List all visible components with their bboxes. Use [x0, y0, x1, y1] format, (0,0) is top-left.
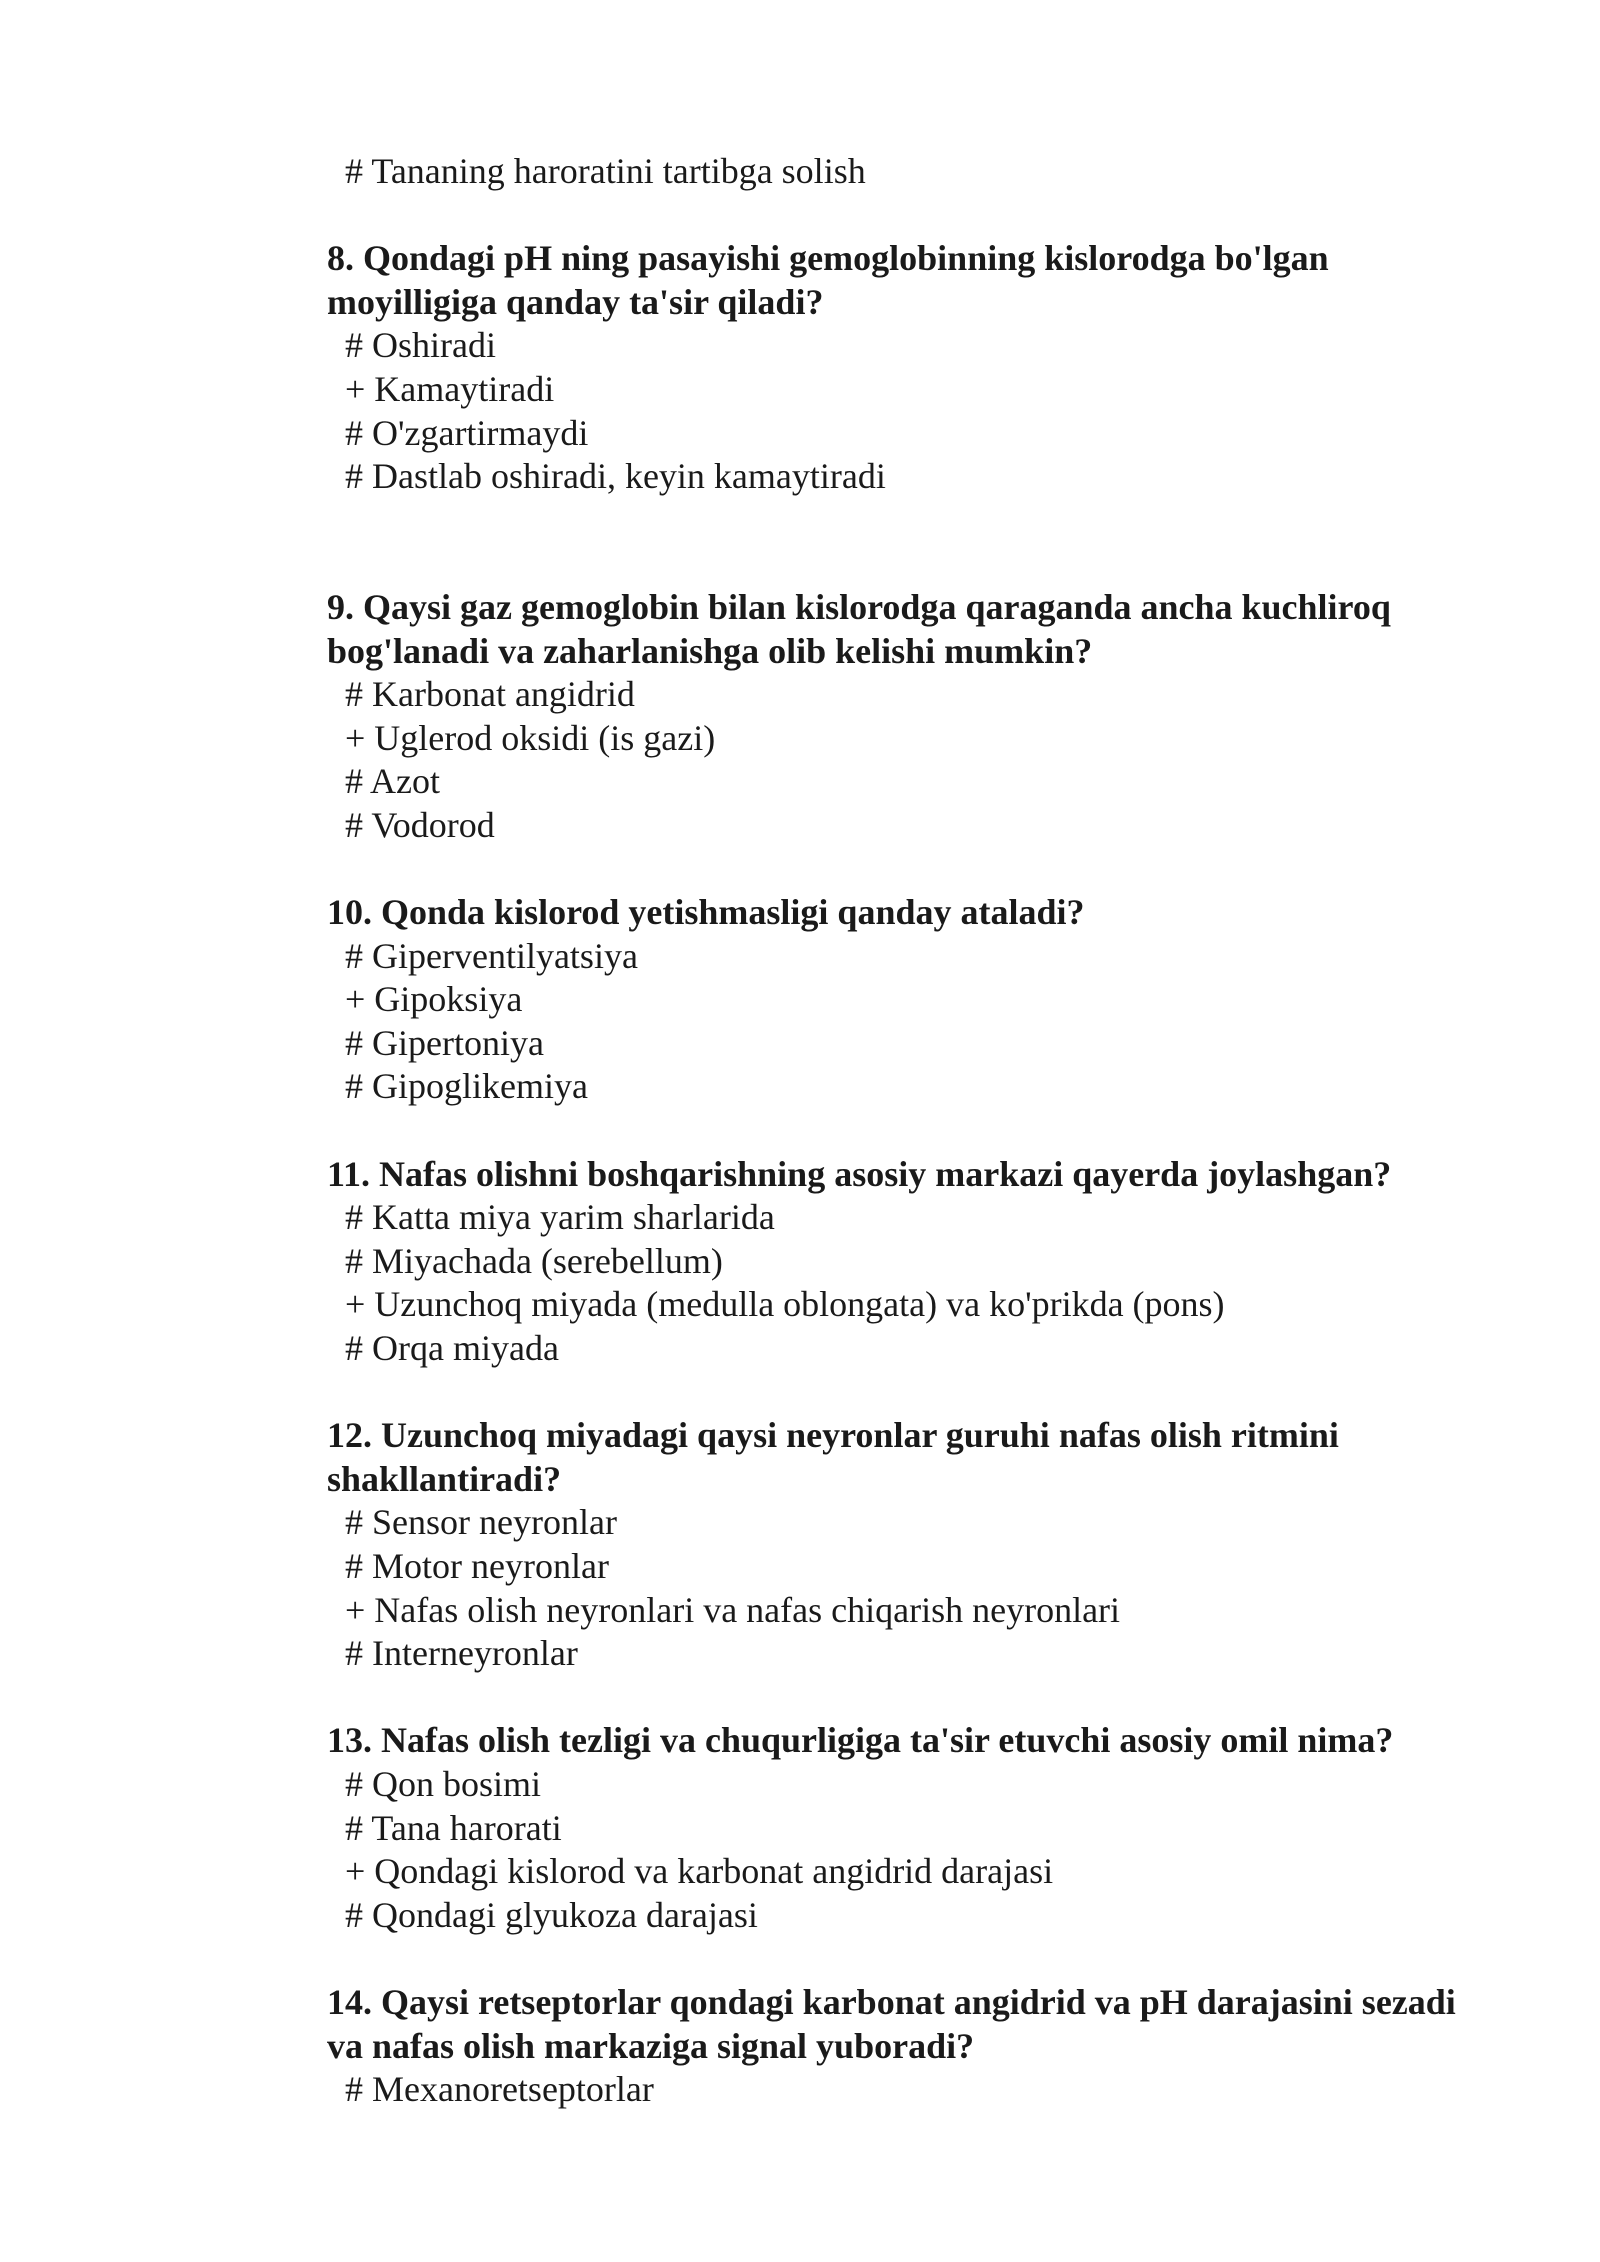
spacer — [327, 1676, 1567, 1720]
answer-option: # O'zgartirmaydi — [345, 412, 589, 453]
question-text: 14. Qaysi retseptorlar qondagi karbonat angidrid va pH darajasini sezadi — [327, 1981, 1456, 2022]
question-text: moyilligiga qanday ta'sir qiladi? — [327, 281, 824, 322]
answer-option: + Nafas olish neyronlari va nafas chiqarish neyronlari — [345, 1589, 1121, 1630]
spacer — [327, 1937, 1567, 1981]
answer-option: # Tananing haroratini tartibga solish — [345, 151, 866, 191]
question-block — [327, 586, 1567, 848]
question-text: shakllantiradi? — [327, 1458, 562, 1499]
spacer — [327, 194, 1567, 238]
answer-option: # Qondagi glyukoza darajasi — [345, 1894, 758, 1935]
spacer — [327, 499, 1567, 543]
answer-option: + Qondagi kislorod va karbonat angidrid darajasi — [345, 1851, 1054, 1892]
answer-option: # Tana harorati — [345, 1807, 562, 1848]
question-block — [327, 891, 1567, 1109]
document-page — [327, 150, 1567, 2112]
answer-option: # Interneyronlar — [345, 1633, 578, 1674]
answer-option: # Qon bosimi — [345, 1763, 542, 1804]
spacer — [327, 542, 1567, 586]
answer-option: + Kamaytiradi — [345, 368, 555, 409]
question-text: 9. Qaysi gaz gemoglobin bilan kislorodga qaraganda ancha kuchliroq — [327, 586, 1391, 627]
spacer — [327, 848, 1567, 892]
answer-option: # Oshiradi — [345, 325, 496, 366]
question-text: 10. Qonda kislorod yetishmasligi qanday ataladi? — [327, 892, 1085, 933]
answer-option: # Miyachada (serebellum) — [345, 1240, 723, 1281]
answer-option: # Gipoglikemiya — [345, 1066, 588, 1107]
spacer — [327, 1109, 1567, 1153]
answer-option: + Gipoksiya — [345, 979, 523, 1020]
answer-option: # Azot — [345, 761, 440, 802]
answer-option: # Mexanoretseptorlar — [345, 2069, 654, 2110]
answer-option: # Gipertoniya — [345, 1022, 544, 1063]
question-block — [327, 1414, 1567, 1676]
question-block — [327, 1719, 1567, 1937]
question-block — [327, 1981, 1567, 2112]
answer-option: + Uglerod oksidi (is gazi) — [345, 717, 716, 758]
question-text: va nafas olish markaziga signal yuboradi? — [327, 2025, 975, 2066]
question-text: 12. Uzunchoq miyadagi qaysi neyronlar guruhi nafas olish ritmini — [327, 1415, 1339, 1456]
answer-option: # Sensor neyronlar — [345, 1502, 617, 1543]
answer-option: # Vodorod — [345, 804, 495, 845]
question-text: bog'lanadi va zaharlanishga olib kelishi mumkin? — [327, 630, 1093, 671]
question-block — [327, 237, 1567, 499]
answer-option: # Motor neyronlar — [345, 1546, 609, 1586]
spacer — [327, 1371, 1567, 1415]
answer-option: # Giperventilyatsiya — [345, 935, 638, 976]
answer-option: # Karbonat angidrid — [345, 674, 635, 715]
answer-option: + Uzunchoq miyada (medulla oblongata) va ko'prikda (pons) — [345, 1284, 1225, 1325]
question-text: 11. Nafas olishni boshqarishning asosiy markazi qayerda joylashgan? — [327, 1153, 1392, 1194]
answer-option: # Dastlab oshiradi, keyin kamaytiradi — [345, 456, 886, 497]
answer-option: # Katta miya yarim sharlarida — [345, 1197, 775, 1238]
question-text: 13. Nafas olish tezligi va chuqurligiga ta'sir etuvchi asosiy omil nima? — [327, 1720, 1394, 1761]
answer-option: # Orqa miyada — [345, 1328, 559, 1369]
question-text: 8. Qondagi pH ning pasayishi gemoglobinning kislorodga bo'lgan — [327, 238, 1329, 279]
question-block — [327, 1153, 1567, 1371]
